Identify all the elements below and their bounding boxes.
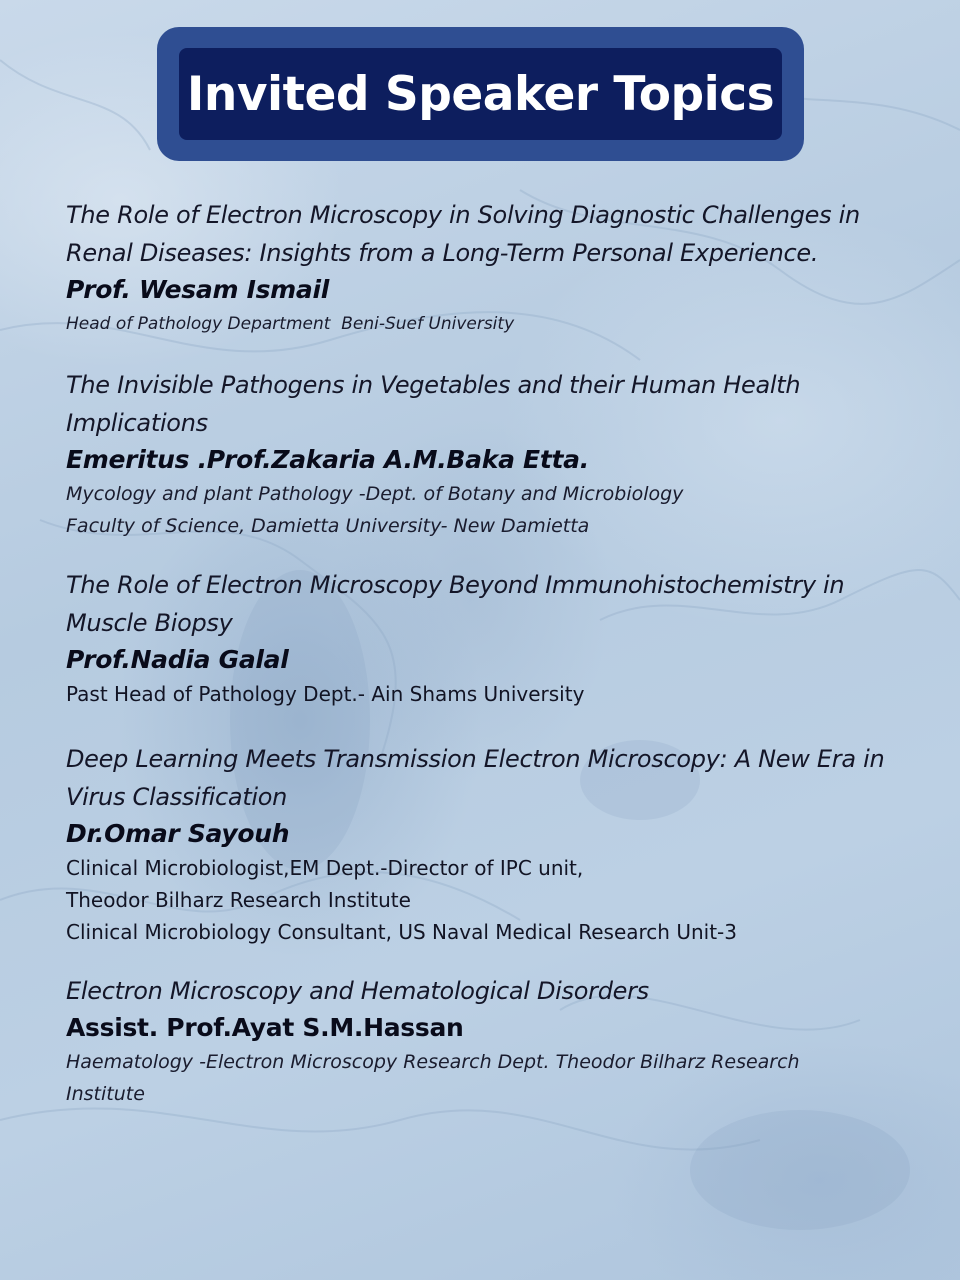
title-banner <box>157 27 804 161</box>
talk-title: The Role of Electron Microscopy in Solving Diagnostic Challenges in Renal Diseases: Insights from a Long-Term Personal Experience. <box>66 201 860 267</box>
speaker-affiliation: Clinical Microbiologist,EM Dept.-Director of IPC unit, <box>66 856 584 880</box>
speaker-affiliation: Faculty of Science, Damietta University- New Damietta <box>66 515 590 537</box>
talk-list <box>66 196 926 1134</box>
speaker-name: Emeritus .Prof.Zakaria A.M.Baka Etta. <box>66 445 589 474</box>
speaker-name: Assist. Prof.Ayat S.M.Hassan <box>66 1013 464 1042</box>
talk-item <box>66 366 926 542</box>
talk-title: The Role of Electron Microscopy Beyond Immunohistochemistry in Muscle Biopsy <box>66 571 845 637</box>
talk-title: Deep Learning Meets Transmission Electron Microscopy: A New Era in Virus Classification <box>66 745 885 811</box>
speaker-affiliation: Haematology -Electron Microscopy Research Dept. Theodor Bilharz Research Institute <box>66 1051 800 1105</box>
speaker-affiliation: Theodor Bilharz Research Institute <box>66 888 411 912</box>
talk-item <box>66 196 926 340</box>
talk-item <box>66 566 926 710</box>
speaker-affiliation: Clinical Microbiology Consultant, US Naval Medical Research Unit-3 <box>66 920 737 944</box>
speaker-affiliation: Past Head of Pathology Dept.- Ain Shams University <box>66 682 585 706</box>
title-banner-inner <box>179 48 782 140</box>
speaker-affiliation: Mycology and plant Pathology -Dept. of Botany and Microbiology <box>66 483 684 505</box>
talk-title: Electron Microscopy and Hematological Disorders <box>66 977 649 1005</box>
speaker-affiliation: Head of Pathology Department Beni-Suef University <box>66 314 515 334</box>
page-title: Invited Speaker Topics <box>186 66 775 122</box>
speaker-name: Dr.Omar Sayouh <box>66 819 290 848</box>
talk-item <box>66 972 926 1110</box>
talk-item <box>66 740 926 948</box>
speaker-name: Prof.Nadia Galal <box>66 645 289 674</box>
talk-title: The Invisible Pathogens in Vegetables and their Human Health Implications <box>66 371 801 437</box>
speaker-name: Prof. Wesam Ismail <box>66 275 330 304</box>
